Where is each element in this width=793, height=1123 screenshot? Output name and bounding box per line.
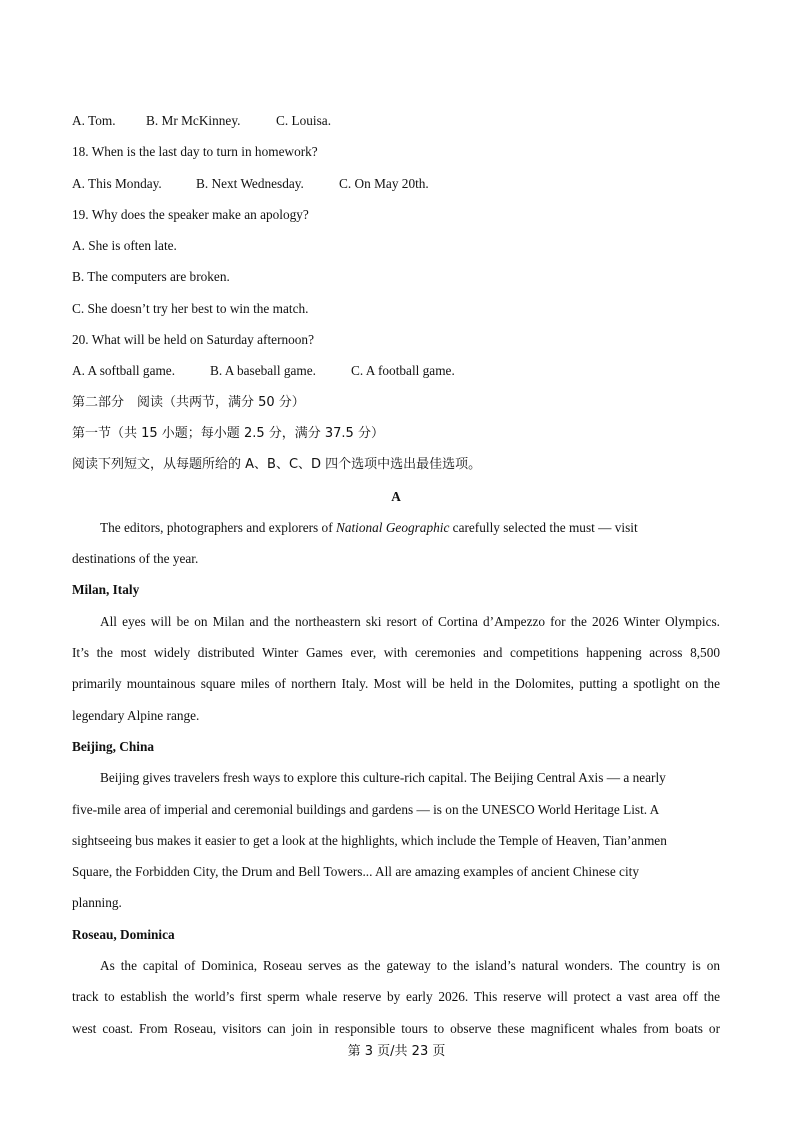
q18-option-a: A. This Monday. xyxy=(72,175,162,191)
milan-line: It’s the most widely distributed Winter Games ever, with ceremonies and competitions happening across 8,500 xyxy=(72,645,720,661)
q20-option-a: A. A softball game. xyxy=(72,363,176,379)
passage-label: A xyxy=(391,488,401,504)
intro-text-start: The editors, photographers and explorers of xyxy=(100,519,336,535)
q19-option-a: A. She is often late. xyxy=(72,238,177,254)
q20-options xyxy=(72,355,720,386)
roseau-paragraph xyxy=(72,950,720,1044)
q17-option-a: A. Tom. xyxy=(72,113,116,128)
question-19: 19. Why does the speaker make an apology? xyxy=(72,206,309,222)
q20-option-c: C. A football game. xyxy=(351,363,455,379)
intro-line-2: destinations of the year. xyxy=(72,551,199,567)
intro-text-end: carefully selected the must — visit xyxy=(449,519,638,535)
beijing-line: sightseeing bus makes it easier to get a look at the highlights, which include the Temple of Heaven, Tian’anmen xyxy=(72,832,667,848)
q18-option-c: C. On May 20th. xyxy=(339,175,429,191)
milan-line: primarily mountainous square miles of northern Italy. Most will be held in the Dolomites, putting a spotlight on the xyxy=(72,676,720,692)
reading-instructions: 阅读下列短文，从每题所给的 A、B、C、D 四个选项中选出最佳选项。 xyxy=(72,457,482,473)
section1-title: 第一节（共 15 小题；每小题 2.5 分，满分 37.5 分） xyxy=(72,425,384,441)
q19-option-b: B. The computers are broken. xyxy=(72,269,230,285)
roseau-heading: Roseau, Dominica xyxy=(72,926,175,942)
passage-intro xyxy=(72,512,720,575)
milan-heading: Milan, Italy xyxy=(72,582,140,598)
q17-option-b: B. Mr McKinney. xyxy=(146,113,241,128)
q20-option-b: B. A baseball game. xyxy=(210,363,316,379)
q18-option-b: B. Next Wednesday. xyxy=(196,175,304,191)
beijing-line: planning. xyxy=(72,895,122,911)
question-18: 18. When is the last day to turn in homework? xyxy=(72,144,318,160)
magazine-title: National Geographic xyxy=(335,519,450,535)
part2-title: 第二部分 阅读（共两节，满分 50 分） xyxy=(72,394,305,410)
exam-page xyxy=(72,105,720,1044)
page-footer: 第 3 页/共 23 页 xyxy=(347,1044,446,1059)
milan-paragraph xyxy=(72,606,720,731)
q18-options xyxy=(72,168,720,199)
beijing-heading: Beijing, China xyxy=(72,738,155,754)
question-20: 20. What will be held on Saturday afternoon? xyxy=(72,332,314,348)
roseau-line: track to establish the world’s first sperm whale reserve by early 2026. This reserve will protect a vast area off the xyxy=(72,989,720,1005)
beijing-paragraph xyxy=(72,762,720,918)
beijing-line: five-mile area of imperial and ceremonial buildings and gardens — is on the UNESCO World Heritage List. A xyxy=(72,801,660,817)
q17-option-c: C. Louisa. xyxy=(276,113,332,128)
beijing-line: Beijing gives travelers fresh ways to explore this culture-rich capital. The Beijing Central Axis — a nearly xyxy=(100,770,666,786)
milan-line: legendary Alpine range. xyxy=(72,707,200,723)
roseau-line: west coast. From Roseau, visitors can join in responsible tours to observe these magnificent whales from boats or xyxy=(72,1020,720,1036)
q19-option-c: C. She doesn’t try her best to win the match. xyxy=(72,300,309,316)
milan-line: All eyes will be on Milan and the northeastern ski resort of Cortina d’Ampezzo for the 2026 Winter Olympics. xyxy=(100,613,720,629)
beijing-line: Square, the Forbidden City, the Drum and Bell Towers... All are amazing examples of ancient Chinese city xyxy=(72,864,639,880)
roseau-line: As the capital of Dominica, Roseau serves as the gateway to the island’s natural wonders. The country is on xyxy=(100,958,720,974)
q17-options xyxy=(72,105,720,136)
